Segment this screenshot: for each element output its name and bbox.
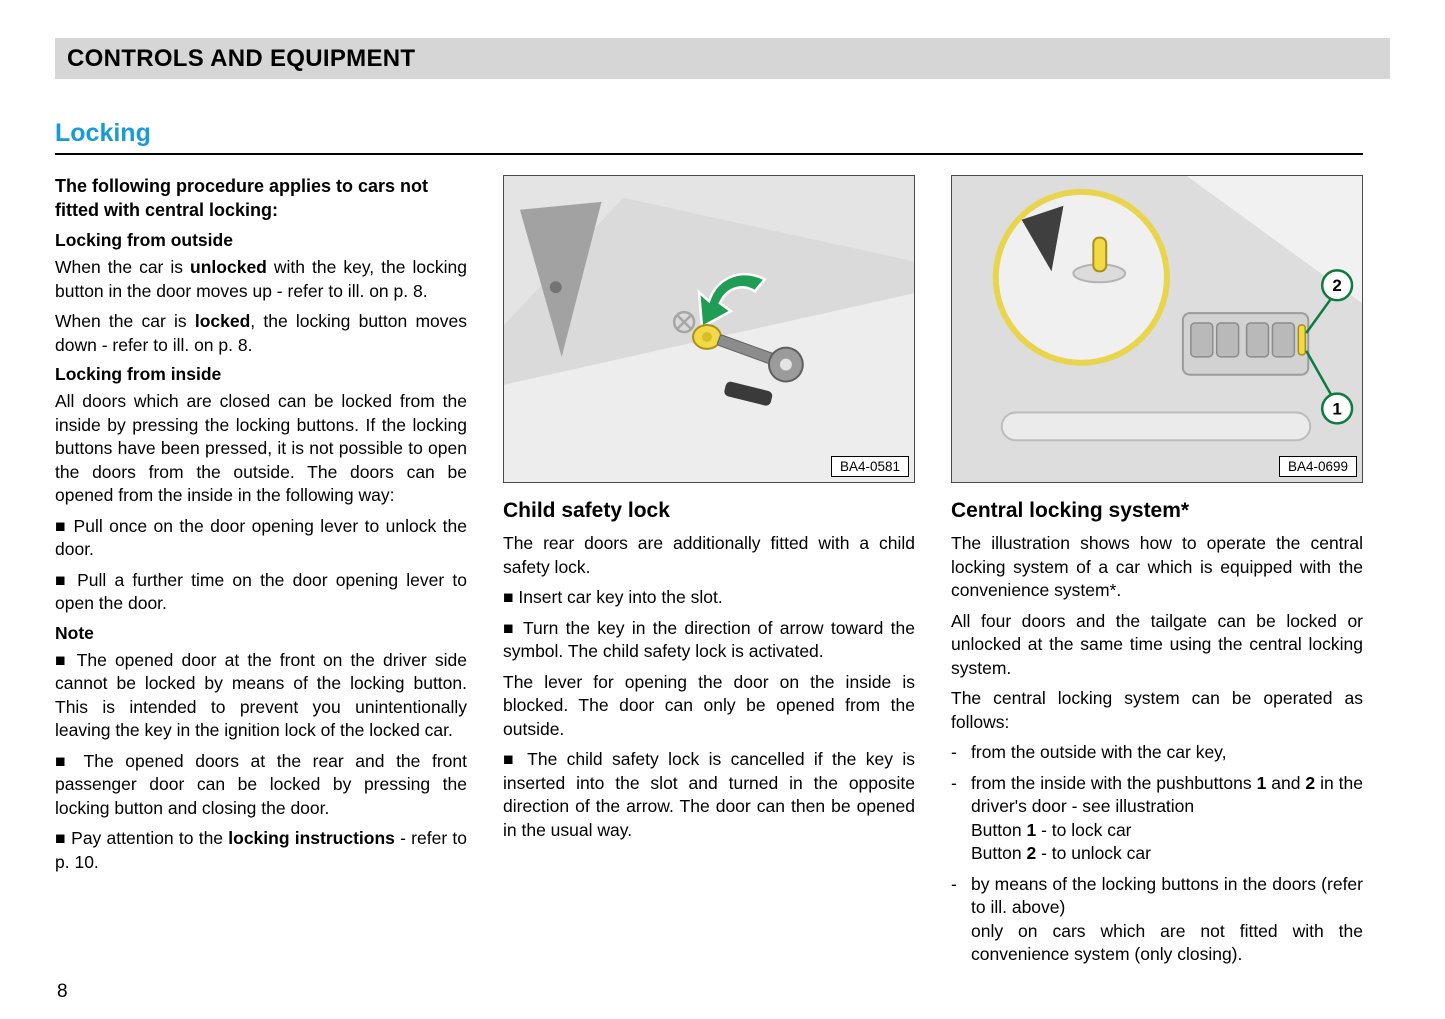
list-item: ■ Pull once on the door opening lever to unlock the door.	[55, 515, 467, 559]
chapter-title: CONTROLS AND EQUIPMENT	[67, 45, 416, 72]
armrest	[1002, 412, 1310, 440]
list-item: ■ Turn the key in the direction of arrow toward the symbol. The child safety lock is activated.	[503, 617, 915, 661]
figure-label: BA4-0581	[831, 456, 909, 477]
subheading-locking-from-outside: Locking from outside	[55, 230, 233, 250]
paragraph-unlocked: When the car is unlocked with the key, the locking button in the door moves up - refer to ill. on p. 8.	[55, 257, 467, 301]
central-locking-pushbutton	[1298, 325, 1305, 355]
paragraph-inside: All doors which are closed can be locked from the inside by pressing the locking buttons. If the locking buttons have been pressed, it is not possible to open the doors from the outside. The doors can be opened from the inside in the following way:	[55, 391, 467, 505]
chapter-header-bar	[55, 38, 1390, 79]
paragraph-illustration: The illustration shows how to operate the central locking system of a car which is equipped with the convenience system*.	[951, 533, 1363, 600]
figure-label: BA4-0699	[1279, 456, 1357, 477]
list-item	[951, 772, 1363, 866]
subheading-locking-from-inside: Locking from inside	[55, 364, 222, 384]
list-item: ■ The opened door at the front on the driver side cannot be locked by means of the locking button. This is intended to prevent you unintentionally leaving the key in the ignition lock of the locked car.	[55, 649, 467, 740]
locking-button-pin	[1093, 238, 1106, 272]
list-item: ■ Pull a further time on the door opening lever to open the door.	[55, 569, 467, 613]
subheading-note: Note	[55, 622, 94, 643]
dash-bullet: -	[951, 772, 957, 793]
figure-central-locking	[951, 175, 1363, 483]
column-left	[55, 175, 467, 974]
paragraph-child-lock-intro: The rear doors are additionally fitted with a child safety lock.	[503, 533, 915, 577]
column-right	[951, 175, 1363, 974]
door-lock-illustration	[504, 176, 914, 482]
lock-cylinder	[702, 332, 712, 342]
list-item	[951, 873, 1363, 967]
intro-paragraph: The following procedure applies to cars not fitted with central locking:	[55, 176, 429, 220]
list-item-text: from the outside with the car key,	[971, 742, 1227, 762]
list-item: ■ The opened doors at the rear and the front passenger door can be locked by pressing the locking button and closing the door.	[55, 750, 467, 818]
section-title: Locking	[55, 119, 151, 147]
section-divider	[55, 153, 1363, 155]
dash-bullet: -	[951, 873, 957, 894]
page-number: 8	[57, 981, 68, 1002]
figure-door-lock	[503, 175, 915, 483]
paragraph-lever-blocked: The lever for opening the door on the inside is blocked. The door can only be opened from the outside.	[503, 671, 915, 739]
list-item: ■ The child safety lock is cancelled if the key is inserted into the slot and turned in the opposite direction of the arrow. The door can then be opened in the usual way.	[503, 749, 915, 840]
list-item	[951, 741, 1363, 765]
list-item: ■ Pay attention to the locking instructions - refer to p. 10.	[55, 828, 467, 872]
content-columns	[55, 175, 1363, 974]
list-item-text: by means of the locking buttons in the doors (refer to ill. above) only on cars which are not fitted with the convenience system (only closing).	[971, 873, 1363, 964]
callout-1-label: 1	[1332, 399, 1342, 419]
heading-central-locking-system: Central locking system*	[951, 499, 1190, 522]
heading-child-safety-lock: Child safety lock	[503, 499, 670, 522]
list-item-text: from the inside with the pushbuttons 1 and 2 in the driver's door - see illustration Button 1 - to lock car Button 2 - to unlock car	[971, 772, 1363, 863]
central-locking-illustration	[952, 176, 1362, 482]
column-middle	[503, 175, 915, 974]
paragraph-all-doors: All four doors and the tailgate can be locked or unlocked at the same time using the central locking system.	[951, 610, 1363, 678]
paragraph-locked: When the car is locked, the locking button moves down - refer to ill. on p. 8.	[55, 311, 467, 355]
list-item: ■ Insert car key into the slot.	[503, 587, 723, 607]
callout-2-label: 2	[1332, 276, 1342, 296]
paragraph-operated: The central locking system can be operated as follows:	[951, 688, 1363, 732]
trim-fastener	[550, 281, 562, 293]
dash-bullet: -	[951, 742, 957, 762]
